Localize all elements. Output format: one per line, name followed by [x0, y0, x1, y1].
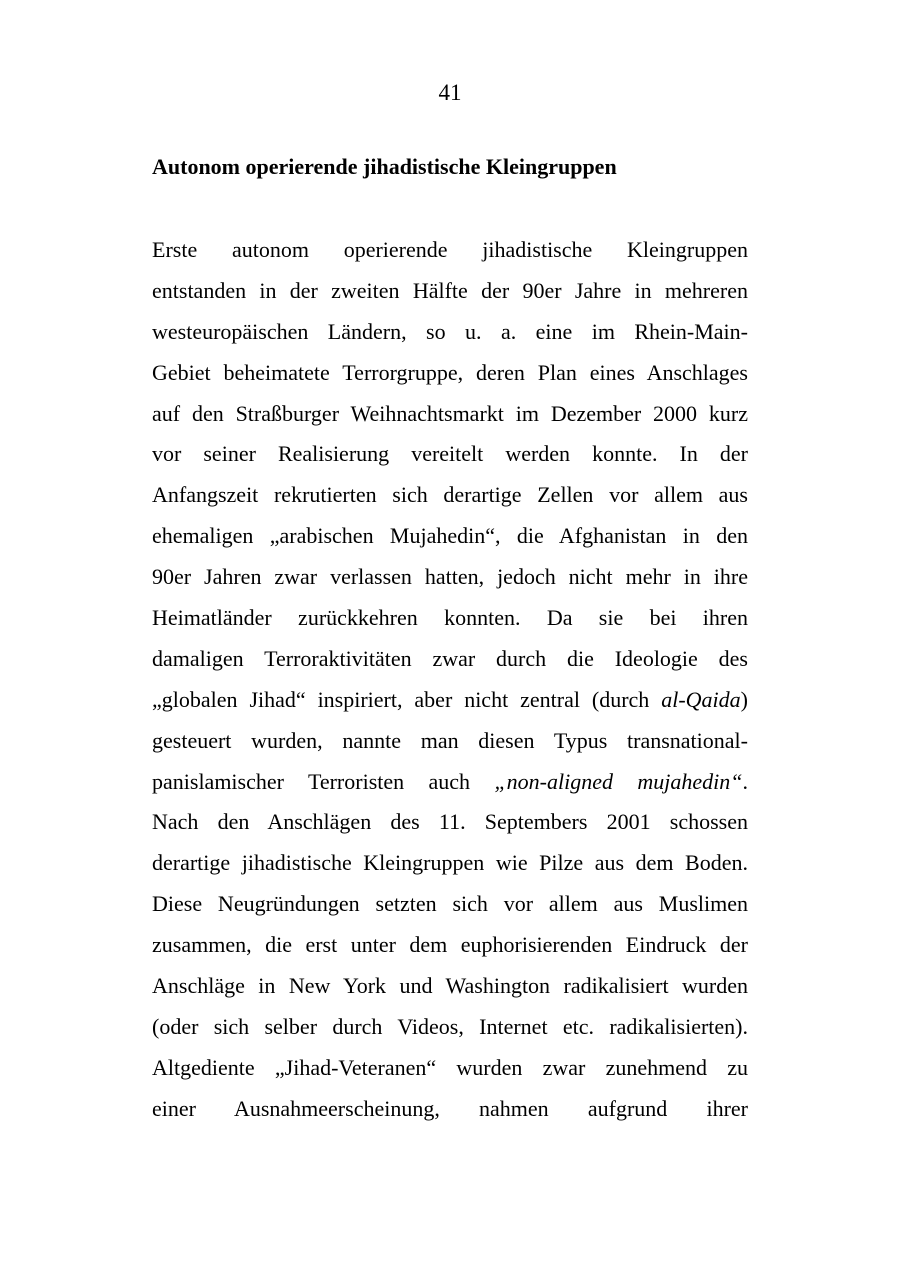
body-paragraph	[152, 230, 748, 1130]
text-line: Erste autonom operierende jihadistische Kleingruppen	[152, 237, 748, 262]
text-line: entstanden in der zweiten Hälfte der 90er Jahre in mehreren	[152, 277, 748, 303]
text-line: ehemaligen „arabischen Mujahedin“, die Afghanistan in den	[152, 523, 748, 549]
text-line: zusammen, die erst unter dem euphorisierenden Eindruck der	[152, 932, 748, 958]
text-line: derartige jihadistische Kleingruppen wie Pilze aus dem Boden.	[152, 850, 748, 876]
text-line: Altgediente „Jihad-Veteranen“ wurden zwar zunehmend zu	[152, 1054, 748, 1080]
text-line: damaligen Terroraktivitäten zwar durch die Ideologie des	[152, 645, 748, 671]
text-line: gesteuert wurden, nannte man diesen Typus transnational-	[152, 727, 748, 753]
text-line: panislamischer Terroristen auch „non-aligned mujahedin“.	[152, 768, 748, 794]
text-line: vor seiner Realisierung vereitelt werden konnte. In der	[152, 441, 748, 467]
italic-term-non-aligned-mujahedin: „non-aligned mujahedin“	[494, 768, 743, 794]
page-number: 41	[438, 80, 462, 105]
italic-term-al-qaida: al-Qaida	[661, 686, 741, 712]
text-line: Gebiet beheimatete Terrorgruppe, deren Plan eines Anschlages	[152, 359, 748, 385]
text-line: westeuropäischen Ländern, so u. a. eine im Rhein-Main-	[152, 318, 748, 344]
text-line: 90er Jahren zwar verlassen hatten, jedoch nicht mehr in ihre	[152, 564, 748, 590]
text-line: auf den Straßburger Weihnachtsmarkt im Dezember 2000 kurz	[152, 400, 748, 426]
text-line: (oder sich selber durch Videos, Internet etc. radikalisierten).	[152, 1013, 748, 1039]
text-line: Heimatländer zurückkehren konnten. Da sie bei ihren	[152, 605, 748, 631]
text-line: Nach den Anschlägen des 11. Septembers 2001 schossen	[152, 809, 748, 835]
text-line: einer Ausnahmeerscheinung, nahmen aufgrund ihrer	[152, 1095, 748, 1121]
text-line: Diese Neugründungen setzten sich vor allem aus Muslimen	[152, 891, 748, 917]
text-line: „globalen Jihad“ inspiriert, aber nicht zentral (durch al-Qaida)	[152, 686, 748, 712]
text-line: Anschläge in New York und Washington radikalisiert wurden	[152, 973, 748, 999]
section-heading: Autonom operierende jihadistische Kleingruppen	[152, 154, 617, 179]
text-line: Anfangszeit rekrutierten sich derartige Zellen vor allem aus	[152, 482, 748, 508]
